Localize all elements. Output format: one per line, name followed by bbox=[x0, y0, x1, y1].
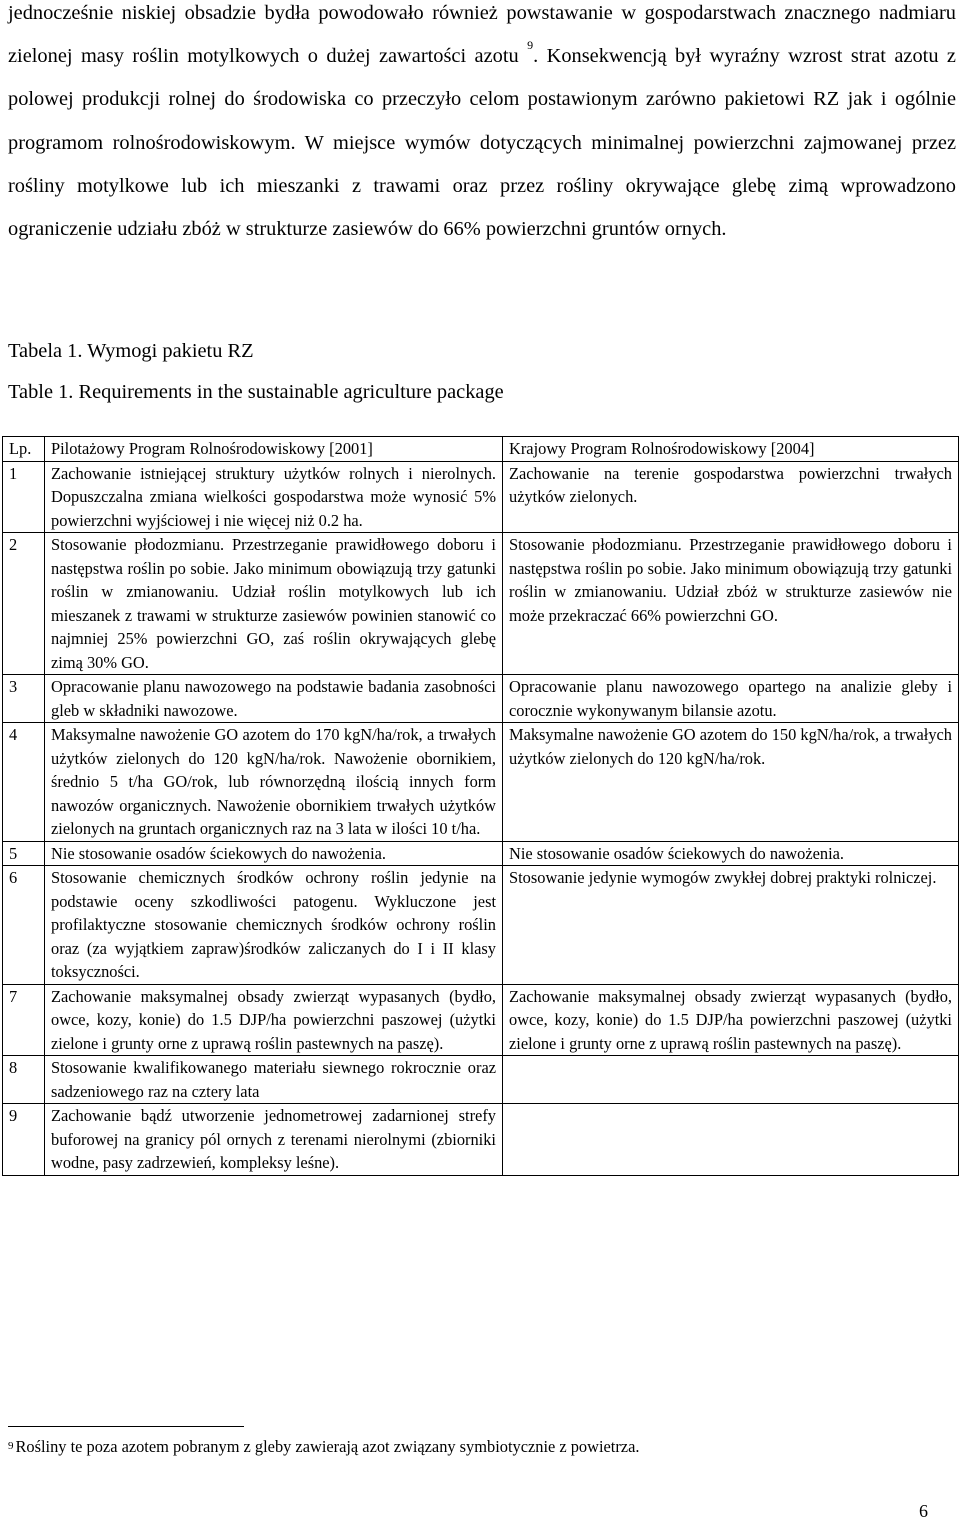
row-number: 6 bbox=[3, 866, 45, 985]
row-number: 1 bbox=[3, 461, 45, 533]
row-number: 7 bbox=[3, 984, 45, 1056]
row-number: 2 bbox=[3, 533, 45, 675]
pilot-requirement: Zachowanie maksymalnej obsady zwierząt wypasanych (bydło, owce, kozy, konie) do 1.5 DJP/ha powierzchni paszowej (użytki zielone i grunty orne z uprawą roślin pastewnych na paszę). bbox=[45, 984, 503, 1056]
requirements-table bbox=[2, 436, 959, 1176]
body-paragraph bbox=[8, 0, 956, 251]
table-caption-pl: Tabela 1. Wymogi pakietu RZ bbox=[8, 340, 254, 362]
table-row bbox=[3, 723, 959, 842]
footnote-reference[interactable]: 9 bbox=[527, 38, 534, 53]
national-requirement: Nie stosowanie osadów ściekowych do nawożenia. bbox=[503, 841, 959, 866]
row-number: 8 bbox=[3, 1056, 45, 1104]
table-row bbox=[3, 984, 959, 1056]
pilot-requirement: Opracowanie planu nawozowego na podstawie badania zasobności gleb w składniki nawozowe. bbox=[45, 675, 503, 723]
table-row bbox=[3, 841, 959, 866]
header-lp: Lp. bbox=[3, 437, 45, 462]
national-requirement: Zachowanie na terenie gospodarstwa powierzchni trwałych użytków zielonych. bbox=[503, 461, 959, 533]
national-requirement: Maksymalne nawożenie GO azotem do 150 kgN/ha/rok, a trwałych użytków zielonych do 120 kgN/ha/rok. bbox=[503, 723, 959, 842]
table-row bbox=[3, 675, 959, 723]
national-requirement: Opracowanie planu nawozowego opartego na analizie gleby i corocznie wykonywanym bilansie azotu. bbox=[503, 675, 959, 723]
national-requirement bbox=[503, 1104, 959, 1176]
national-requirement: Zachowanie maksymalnej obsady zwierząt wypasanych (bydło, owce, kozy, konie) do 1.5 DJP/ha powierzchni paszowej (użytki zielone i grunty orne z uprawą roślin pastewnych na paszę). bbox=[503, 984, 959, 1056]
pilot-requirement: Stosowanie płodozmianu. Przestrzeganie prawidłowego doboru i następstwa roślin po sobie. Jako minimum obowiązują trzy gatunki roślin w zmianowaniu. Udział roślin motylkowych lub ich mieszanek z trawami w strukturze zasiewów powinien stanowić co najmniej 25% powierzchni GO, zaś roślin okrywających glebę zimą 30% GO. bbox=[45, 533, 503, 675]
footnote-separator bbox=[8, 1426, 244, 1427]
row-number: 4 bbox=[3, 723, 45, 842]
pilot-requirement: Maksymalne nawożenie GO azotem do 170 kgN/ha/rok, a trwałych użytków zielonych do 120 kgN/ha/rok. Nawożenie obornikiem, średnio 5 t/ha GO/rok, lub równorzędną ilością innych form nawozów organicznych. Nawożenie obornikiem trwałych użytków zielonych na gruntach organicznych raz na 3 lata w ilości 10 t/ha. bbox=[45, 723, 503, 842]
footnote-text: Rośliny te poza azotem pobranym z gleby zawierają azot związany symbiotycznie z powietrza. bbox=[15, 1437, 640, 1456]
table-row bbox=[3, 866, 959, 985]
row-number: 9 bbox=[3, 1104, 45, 1176]
pilot-requirement: Stosowanie kwalifikowanego materiału siewnego rokrocznie oraz sadzeniowego raz na cztery lata bbox=[45, 1056, 503, 1104]
row-number: 5 bbox=[3, 841, 45, 866]
table-caption-en: Table 1. Requirements in the sustainable agriculture package bbox=[8, 381, 504, 403]
pilot-requirement: Zachowanie istniejącej struktury użytków rolnych i nierolnych. Dopuszczalna zmiana wielkości gospodarstwa może wynosić 5% powierzchni wyjściowej i nie więcej niż 0.2 ha. bbox=[45, 461, 503, 533]
footnote bbox=[8, 1436, 639, 1458]
table-row bbox=[3, 1104, 959, 1176]
national-requirement: Stosowanie jedynie wymogów zwykłej dobrej praktyki rolniczej. bbox=[503, 866, 959, 985]
footnote-number: 9 bbox=[8, 1440, 14, 1452]
body-text-part2: . Konsekwencją był wyraźny wzrost strat azotu z polowej produkcji rolnej do środowiska co przeczyło celom postawionym zarówno pakietowi RZ jak i ogólnie programom rolnośrodowiskowym. W miejsce wymów dotyczących minimalnej powierzchni zajmowanej przez rośliny motylkowe lub ich mieszanki z trawami oraz przez rośliny okrywające glebę zimą wprowadzono ograniczenie udziału zbóż w strukturze zasiewów do 66% powierzchni gruntów ornych. bbox=[8, 45, 956, 241]
header-pilot-program: Pilotażowy Program Rolnośrodowiskowy [2001] bbox=[45, 437, 503, 462]
pilot-requirement: Zachowanie bądź utworzenie jednometrowej zadarnionej strefy buforowej na granicy pól ornych z terenami nierolnymi (zbiorniki wodne, pasy zadrzewień, kompleksy leśne). bbox=[45, 1104, 503, 1176]
row-number: 3 bbox=[3, 675, 45, 723]
table-row bbox=[3, 461, 959, 533]
table-row bbox=[3, 533, 959, 675]
national-requirement: Stosowanie płodozmianu. Przestrzeganie prawidłowego doboru i następstwa roślin po sobie. Jako minimum obowiązują trzy gatunki roślin w zmianowaniu. Udział zbóż w strukturze zasiewów nie może przekraczać 66% powierzchni GO. bbox=[503, 533, 959, 675]
table-header-row bbox=[3, 437, 959, 462]
pilot-requirement: Stosowanie chemicznych środków ochrony roślin jedynie na podstawie oceny szkodliwości patogenu. Wykluczone jest profilaktyczne stosowanie chemicznych środków ochrony roślin oraz (za wyjątkiem zapraw)środków zaliczanych do I i II klasy toksyczności. bbox=[45, 866, 503, 985]
national-requirement bbox=[503, 1056, 959, 1104]
pilot-requirement: Nie stosowanie osadów ściekowych do nawożenia. bbox=[45, 841, 503, 866]
header-national-program: Krajowy Program Rolnośrodowiskowy [2004] bbox=[503, 437, 959, 462]
body-text-part1: jednocześnie niskiej obsadzie bydła powodowało również powstawanie w gospodarstwach znacznego nadmiaru zielonej masy roślin motylkowych o dużej zawartości azotu bbox=[8, 2, 956, 68]
table-row bbox=[3, 1056, 959, 1104]
page-number: 6 bbox=[919, 1501, 928, 1521]
